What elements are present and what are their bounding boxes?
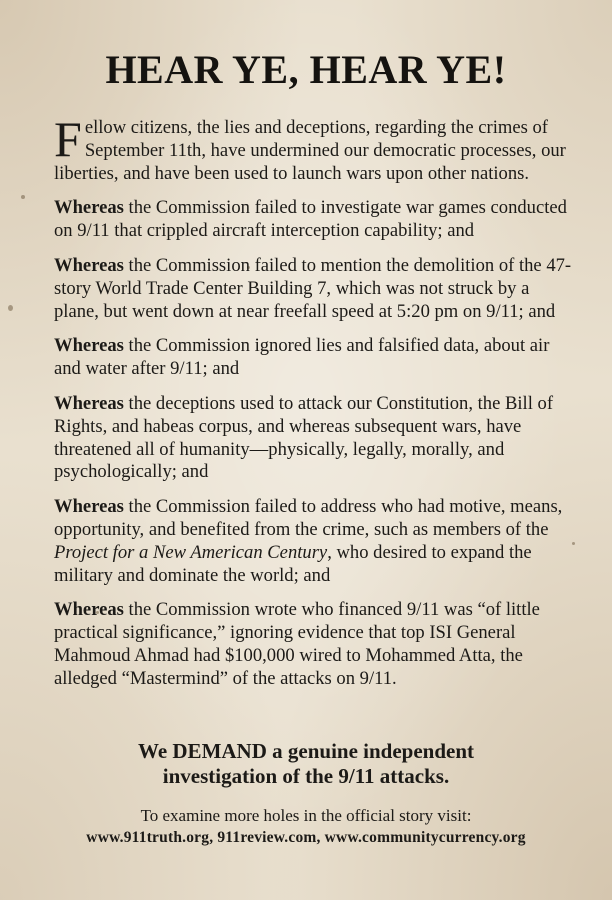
clause-text: , who desired to expand the military and dominate the world; and [54,541,532,586]
whereas-clause-3 [54,335,574,381]
intro-paragraph [54,111,574,185]
whereas-lead: Whereas [54,599,124,621]
proclamation-body [54,111,574,703]
clause-text: the Commission failed to address who had motive, means, opportunity, and benefited from the crime, such as members of the [54,496,563,540]
whereas-lead: Whereas [54,335,124,357]
whereas-lead: Whereas [54,254,124,276]
clause-text: the Commission failed to investigate war games conducted on 9/11 that crippled aircraft interception capability; and [54,197,567,242]
whereas-clause-4 [54,393,574,484]
paper-speck [21,195,25,199]
whereas-lead: Whereas [54,197,124,219]
whereas-clause-5 [54,496,574,587]
demand-line-1: We DEMAND a genuine independent [137,739,475,763]
headline: HEAR YE, HEAR YE! [105,47,507,92]
clause-text: the Commission wrote who financed 9/11 was “of little practical significance,” ignoring evidence that top ISI General Mahmoud Ahmad had $100,000 wired to Mohammed Atta, the alledged “Mastermind” of the attacks on 9/11. [54,599,540,689]
clause-text: the deceptions used to attack our Constitution, the Bill of Rights, and habeas corpus, and whereas subsequent wars, have threatened all of humanity—physically, legally, morally, and psychologically; and [54,392,554,483]
whereas-lead: Whereas [54,392,124,414]
whereas-clause-2 [54,255,574,323]
whereas-clause-1 [54,197,574,243]
clause-text: the Commission failed to mention the demolition of the 47-story World Trade Center Building 7, which was not struck by a plane, but went down at near freefall speed at 5:20 pm on 9/11; and [54,254,572,322]
whereas-lead: Whereas [54,496,124,518]
italic-title: Project for a New American Century [54,541,328,563]
website-list: www.911truth.org, 911review.com, www.communitycurrency.org [86,829,526,846]
drop-cap: F [54,111,82,167]
paper-speck [8,305,13,311]
whereas-clause-6 [54,599,574,690]
intro-text: ellow citizens, the lies and deceptions, regarding the crimes of September 11th, have undermined our democratic processes, our liberties, and have been used to launch wars upon other nations. [54,117,566,184]
demand-statement [0,739,612,789]
demand-line-2: investigation of the 9/11 attacks. [162,764,450,788]
visit-prompt: To examine more holes in the official story visit: [140,806,472,825]
clause-text: the Commission ignored lies and falsified data, about air and water after 9/11; and [54,335,550,380]
